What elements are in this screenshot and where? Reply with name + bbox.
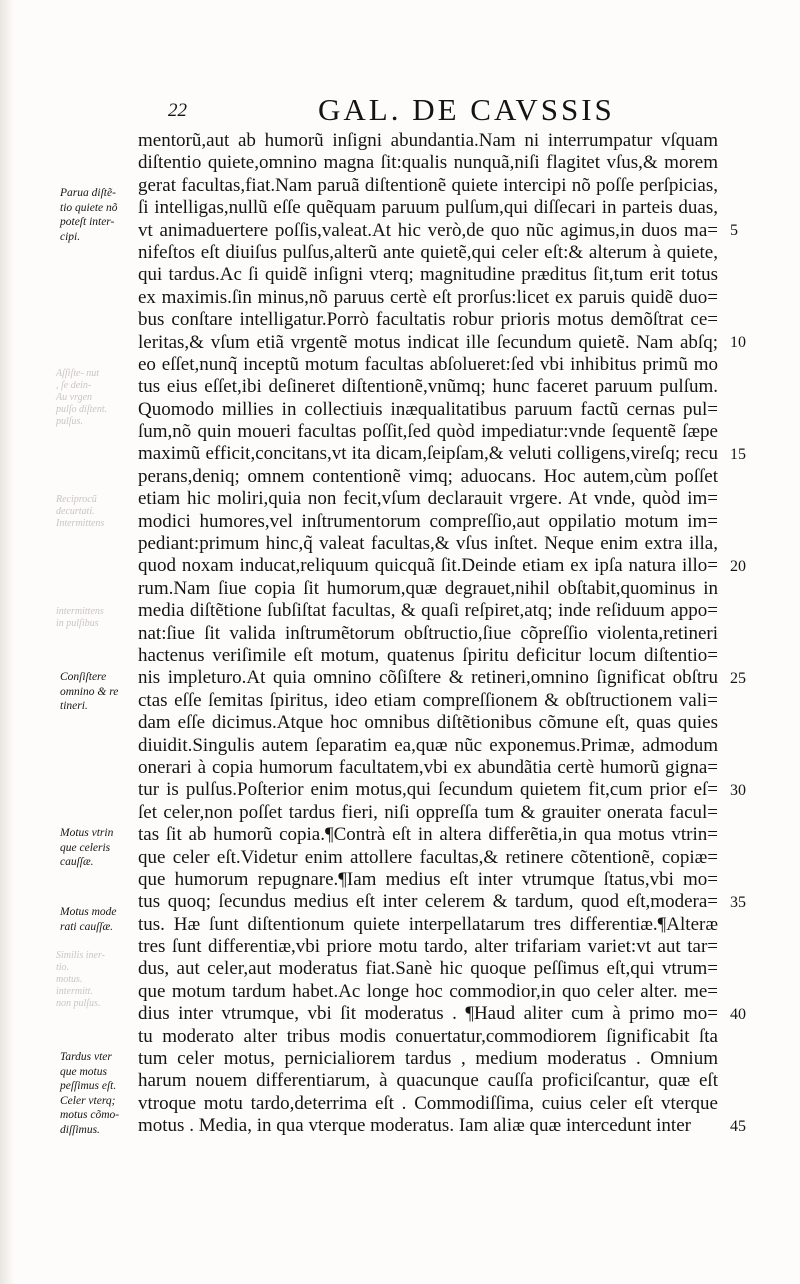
marginal-note xyxy=(60,186,136,244)
text-line: bus conſtare intelligatur.Porrò facultatis robur prioris motus demõſtrat ce= xyxy=(138,309,718,331)
text-line: rum.Nam ſiue copia ſit humorum,quæ degrauet,nihil obſtabit,quominus in xyxy=(138,577,718,599)
bleed-through-text: intermittens in pulſibus xyxy=(56,606,104,629)
bleed-through-text: Reciprocũ decurtati. Intermittens xyxy=(56,494,105,529)
text-line: diuidit.Singulis autem ſeparatim ea,quæ nũc exponemus.Primæ, admodum xyxy=(138,734,718,756)
text-line: qui tardus.Ac ſi quidẽ inſigni vterq; magnitudine præditus ſit,tum erit totus xyxy=(138,264,718,286)
text-line: pediant:primum hinc,q̃ valeat facultas,& vſus inſtet. Neque enim extra illa, xyxy=(138,533,718,555)
text-line: maximũ efficit,concitans,vt ita dicam,ſeipſam,& veluti colligens,vireſq; recu xyxy=(138,443,718,465)
marginal-note-line: cipi. xyxy=(60,230,81,243)
text-line: dus, aut celer,aut moderatus fiat.Sanè hic quoque peſſimus eſt,qui vtrum= xyxy=(138,958,718,980)
text-line: ctas eſſe ſemitas ſpiritus, ideo etiam compreſſionem & obſtructionem vali= xyxy=(138,689,718,711)
marginal-note-line: que motus xyxy=(60,1065,107,1078)
text-line: gerat facultas,fiat.Nam paruã diſtentionẽ quiete intercipi nõ poſſe perſpicias, xyxy=(138,174,718,196)
marginal-note-line: cauſſæ. xyxy=(60,856,94,868)
text-line: nat:ſiue ſit valida inſtrumẽtorum obſtructio,ſiue cõpreſſio violenta,retineri xyxy=(138,622,718,644)
marginal-note-line: Celer vterq; xyxy=(60,1094,116,1107)
line-number: 5 xyxy=(730,222,738,239)
marginal-note-line: omnino & re xyxy=(60,685,119,698)
text-line: tres ſunt differentiæ,vbi priore motu tardo, alter trifariam variet:vt aut tar= xyxy=(138,936,718,958)
running-title: GAL. DE CAVSSIS xyxy=(318,92,615,127)
marginal-note-line: rati cauſſæ. xyxy=(60,920,114,933)
line-number: 45 xyxy=(730,1118,746,1135)
text-line: tus eius eſſet,ibi deſineret diſtentionẽ,vnũmq; hunc faceret paruum pulſum. xyxy=(138,376,718,398)
marginal-note-line: Motus mode xyxy=(60,906,117,918)
marginal-note-line: que celeris xyxy=(60,841,111,854)
marginal-note xyxy=(60,670,136,714)
text-line: onerari à copia humorum facultatem,vbi ex abundãtia certè humorũ gigna= xyxy=(138,756,718,778)
text-line: vt animaduertere poſſis,valeat.At hic verò,de quo nũc agimus,in duos ma= xyxy=(138,219,718,241)
marginal-note-line: Parua diſtẽ- xyxy=(60,187,116,199)
marginal-note xyxy=(60,1050,136,1137)
text-line: tum celer motus, pernicialiorem tardus , medium moderatus . Omnium xyxy=(138,1048,718,1070)
text-line: tas ſit ab humorũ copia.¶Contrà eſt in altera differẽtia,in qua motus vtrin= xyxy=(138,824,718,846)
line-number: 25 xyxy=(730,670,746,687)
text-line: mentorũ,aut ab humorũ inſigni abundantia.Nam ni interrumpatur vſquam xyxy=(138,130,718,151)
line-number: 10 xyxy=(730,334,746,351)
marginal-note xyxy=(60,905,136,934)
text-line: perans,deniq; omnem contentionẽ vimq; aduocans. Hoc autem,cùm poſſet xyxy=(138,465,718,487)
text-line: dam eſſe dicimus.Atque hoc omnibus diſtẽtionibus cõmune eſt, quas quies xyxy=(138,712,718,734)
text-line: leritas,& vſum etiã vrgentẽ motus indicat ille ſecundum quietẽ. Nam abſq; xyxy=(138,331,718,353)
line-number: 15 xyxy=(730,446,746,463)
marginal-note-line: tineri. xyxy=(60,700,88,712)
text-line: etiam hic moliri,quia non fecit,vſum declarauit vrgere. At vnde, quòd im= xyxy=(138,488,718,510)
text-line: Quomodo millies in collectiuis inæqualitatibus paruum factũ cernas pul= xyxy=(138,398,718,420)
page-number: 22 xyxy=(168,100,187,121)
text-line: dius inter vtrumque, vbi ſit moderatus . ¶Haud aliter cum à primo mo= xyxy=(138,1003,718,1025)
text-line: tu moderato alter tribus modis conuertatur,commodiorem ſignificabit ſta xyxy=(138,1025,718,1047)
bleed-through-text: Aſſiſte- nut , ſe dein- Au vrgen pulſo diſtent. pulſus. xyxy=(56,368,108,427)
main-text-block xyxy=(138,130,718,1138)
text-line: tur is pulſus.Poſterior enim motus,qui ſecundum quietem fit,cum prior eſ= xyxy=(138,779,718,801)
marginal-note-line: diſſimus. xyxy=(60,1123,100,1136)
marginal-note-line: peſſimus eſt. xyxy=(60,1080,117,1092)
text-line: nis impleturo.At quia omnino cõſiſtere & retineri,omnino ſignificat obſtru xyxy=(138,667,718,689)
text-line: nifeſtos eſt diuiſus pulſus,alterũ ante quietẽ,qui celer eſt:& alterum à quiete, xyxy=(138,241,718,263)
marginal-note-line: motus cõmo- xyxy=(60,1109,120,1121)
text-line: ex maximis.ſin minus,nõ paruus certè eſt prorſus:licet ex paruis quidẽ duo= xyxy=(138,286,718,308)
text-line: media diſtẽtione ſubſiſtat facultas, & quaſi reſpiret,atq; inde reſiduum appo= xyxy=(138,600,718,622)
text-line: ſet celer,non poſſet tardus fieri, niſi oppreſſa tum & grauiter onerata facul= xyxy=(138,801,718,823)
text-line: que humorum repugnare.¶Iam medius eſt inter vtrumque ſtatus,vbi mo= xyxy=(138,868,718,890)
marginal-note-line: poteſt inter- xyxy=(60,216,115,228)
marginal-note-line: Conſiſtere xyxy=(60,671,107,683)
text-line: que motum tardum habet.Ac longe hoc commodior,in quo celer alter. me= xyxy=(138,980,718,1002)
text-line: quod noxam inducat,reliquum quicquã ſit.Deinde etiam ex ipſa natura illo= xyxy=(138,555,718,577)
text-line: tus quoq; ſecundus medius eſt inter celerem & tardum, quod eſt,modera= xyxy=(138,891,718,913)
text-line: vtroque motu tardo,deterrima eſt . Commodiſſima, cuius celer eſt vterque xyxy=(138,1092,718,1114)
text-line: diſtentio quiete,omnino magna ſit:qualis nunquã,niſi flagitet vſus,& morem xyxy=(138,152,718,174)
page-header xyxy=(0,92,800,128)
text-line: hactenus veriſimile eſt motum, quatenus ſpiritu deficitur locum diſtentio= xyxy=(138,644,718,666)
text-line: que celer eſt.Videtur enim attollere facultas,& retinere cõtentionẽ, copiæ= xyxy=(138,846,718,868)
marginal-note-line: Tardus vter xyxy=(60,1051,112,1063)
line-number: 30 xyxy=(730,782,746,799)
text-line: motus . Media, in qua vterque moderatus. Iam aliæ quæ intercedunt inter xyxy=(138,1115,691,1137)
line-number: 40 xyxy=(730,1006,746,1023)
binding-shadow xyxy=(0,0,14,1284)
text-line: modici humores,vel inſtrumentorum compreſſio,aut oppilatio motum im= xyxy=(138,510,718,532)
text-line: ſum,nõ quin moueri facultas poſſit,ſed quòd impediatur:vnde ſequentẽ ſæpe xyxy=(138,421,718,443)
marginal-note-line: tio quiete nõ xyxy=(60,201,118,214)
bleed-through-text: Similis iner- tio. motus. intermitt. non pulſus. xyxy=(56,950,105,1009)
text-line: harum nouem differentiarum, à quacunque cauſſa proficiſcantur, quæ eſt xyxy=(138,1070,718,1092)
marginal-note xyxy=(60,826,136,870)
text-line: ſi intelligas,nullũ eſſe quẽquam paruum pulſum,qui diſſecari in parteis duas, xyxy=(138,197,718,219)
line-number: 35 xyxy=(730,894,746,911)
text-line: tus. Hæ ſunt diſtentionum quiete interpellatarum tres differentiæ.¶Alteræ xyxy=(138,913,718,935)
marginal-note-line: Motus vtrin xyxy=(60,827,114,839)
text-line: eo eſſet,nunq̃ inceptũ motum facultas abſolueret:ſed vbi inhibitus primũ mo xyxy=(138,353,718,375)
line-number: 20 xyxy=(730,558,746,575)
